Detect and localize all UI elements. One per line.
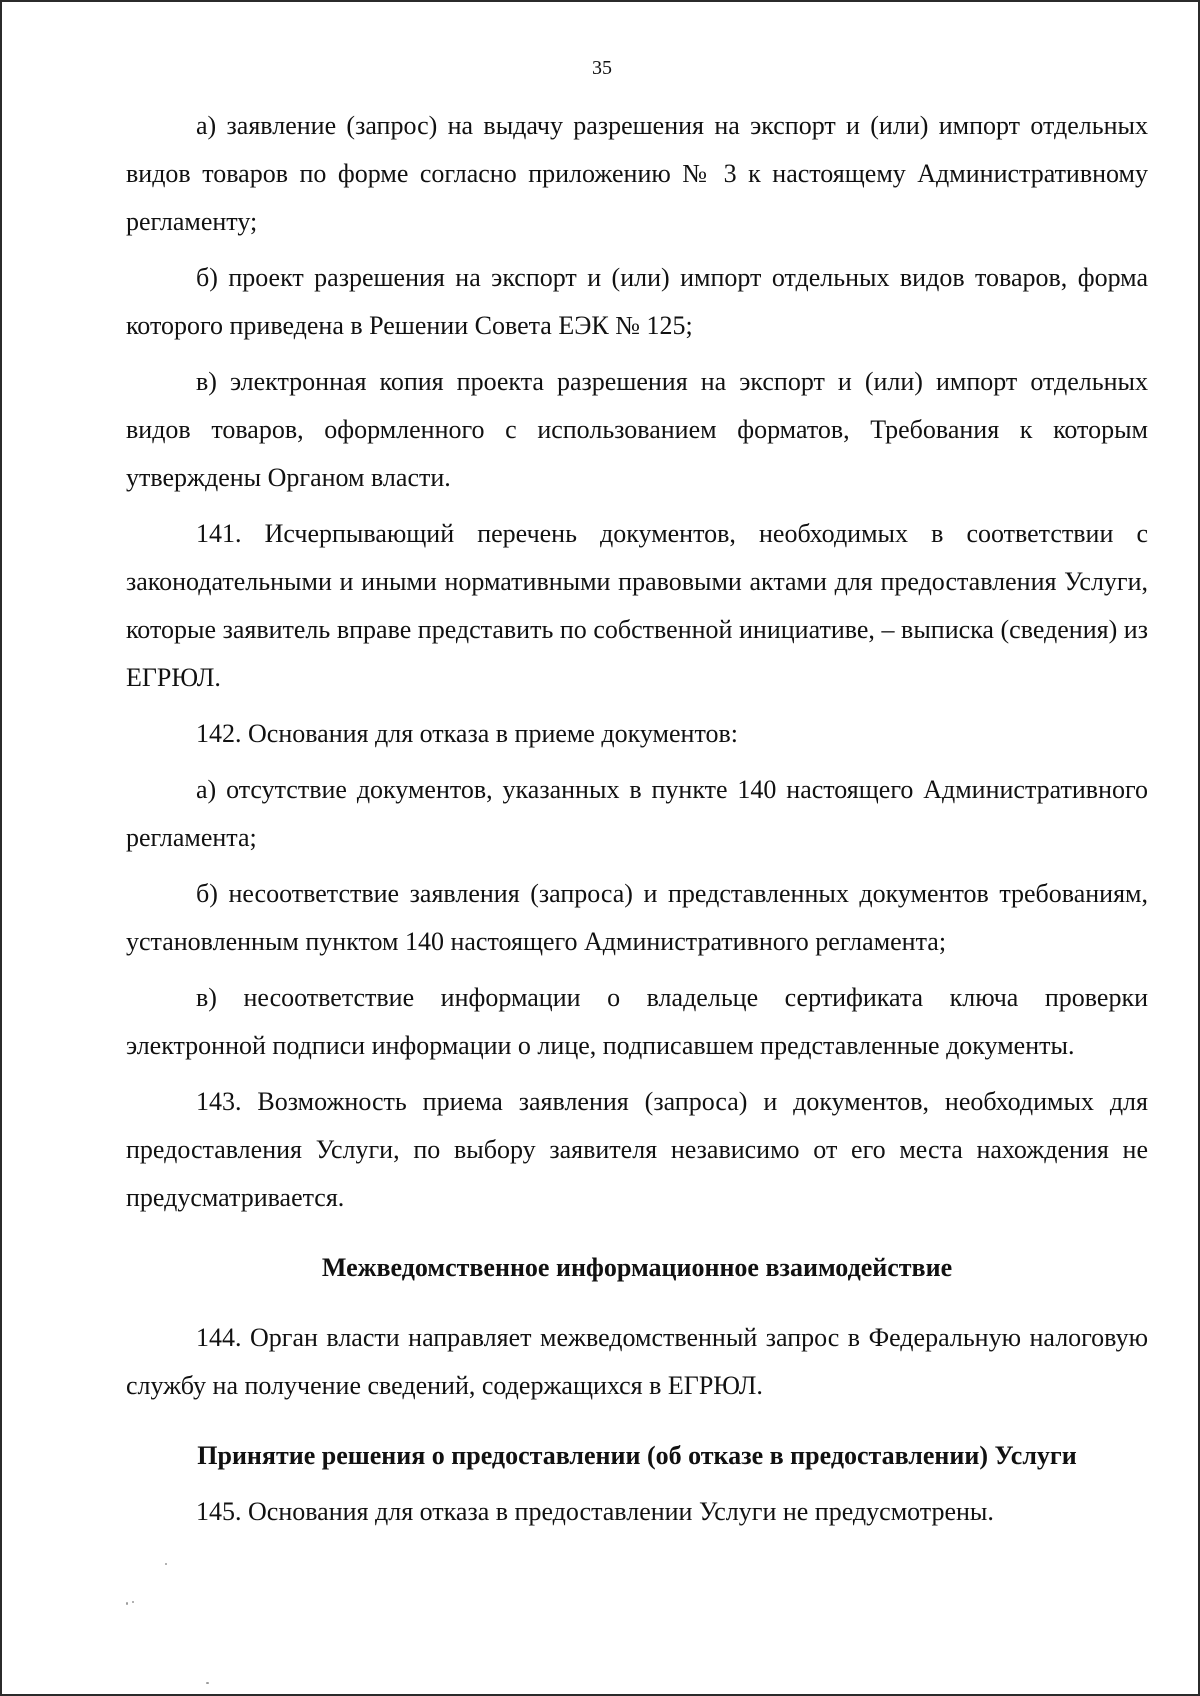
paragraph-item-a-application: а) заявление (запрос) на выдачу разрешения на экспорт и (или) импорт отдельных видов товаров по форме согласно приложению № 3 к настоящему Административному регламенту; — [126, 111, 1148, 236]
paragraph-142-item-a: а) отсутствие документов, указанных в пункте 140 настоящего Административного регламента; — [126, 775, 1148, 852]
section-heading-interagency: Межведомственное информационное взаимодействие — [321, 1253, 953, 1282]
paragraph-144: 144. Орган власти направляет межведомственный запрос в Федеральную налоговую службу на получение сведений, содержащихся в ЕГРЮЛ. — [126, 1323, 1148, 1400]
paragraph-142: 142. Основания для отказа в приеме документов: — [196, 719, 738, 748]
paragraph-141: 141. Исчерпывающий перечень документов, необходимых в соответствии с законодательными и иными нормативными правовыми актами для предоставления Услуги, которые заявитель вправе представить по собственной инициативе, – выписка (сведения) из ЕГРЮЛ. — [126, 519, 1148, 692]
document-body — [126, 102, 1148, 1536]
scan-speck — [165, 1563, 167, 1565]
paragraph-item-c-electronic-copy: в) электронная копия проекта разрешения на экспорт и (или) импорт отдельных видов товаров, оформленного с использованием форматов, Требования к которым утверждены Органом власти. — [126, 367, 1148, 492]
scan-speck — [132, 1601, 134, 1603]
paragraph-142-item-b: б) несоответствие заявления (запроса) и представленных документов требованиям, установленным пунктом 140 настоящего Административного регламента; — [126, 879, 1148, 956]
paragraph-143: 143. Возможность приема заявления (запроса) и документов, необходимых для предоставления Услуги, по выбору заявителя независимо от его места нахождения не предусматривается. — [126, 1087, 1148, 1212]
scan-speck — [206, 1682, 209, 1684]
scan-speck — [126, 1602, 128, 1605]
page-number: 35 — [592, 57, 612, 79]
paragraph-item-b-draft-permit: б) проект разрешения на экспорт и (или) импорт отдельных видов товаров, форма которого приведена в Решении Совета ЕЭК № 125; — [126, 263, 1148, 340]
paragraph-142-item-c: в) несоответствие информации о владельце сертификата ключа проверки электронной подписи информации о лице, подписавшем представленные документы. — [126, 983, 1148, 1060]
paragraph-145: 145. Основания для отказа в предоставлении Услуги не предусмотрены. — [196, 1497, 994, 1526]
section-heading-decision: Принятие решения о предоставлении (об отказе в предоставлении) Услуги — [197, 1441, 1077, 1470]
